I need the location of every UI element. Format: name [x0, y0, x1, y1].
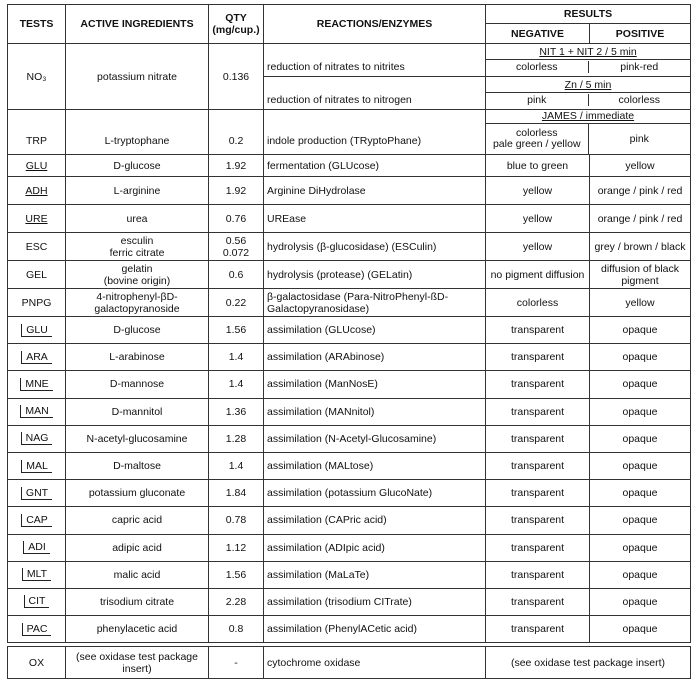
table-row-ox [8, 647, 691, 679]
negative-esc: yellow [486, 233, 590, 261]
qty-esc-b: 0.072 [222, 246, 250, 259]
positive-result: opaque [590, 452, 691, 479]
reaction: assimilation (GLUcose) [264, 317, 486, 344]
negative-result: transparent [486, 452, 590, 479]
ingredient-gel [66, 261, 209, 289]
reaction-trp: indole production (TRyptoPhane) [264, 110, 486, 155]
negative-result: transparent [486, 480, 590, 507]
test-code-pnpg: PNPG [8, 289, 66, 317]
reaction-ox: cytochrome oxidase [264, 647, 486, 679]
ingredient: malic acid [66, 561, 209, 588]
ingredient-gel-a: gelatin [121, 262, 153, 275]
ingredient: L-arabinose [66, 344, 209, 371]
ingredient-trp: L-tryptophane [66, 110, 209, 155]
positive-esc: grey / brown / black [590, 233, 691, 261]
qty: 1.4 [209, 371, 264, 398]
reagent-nit: NIT 1 + NIT 2 / 5 min [486, 46, 690, 60]
test-code-mal: MAL [21, 460, 52, 473]
table-row [8, 205, 691, 233]
ingredient: phenylacetic acid [66, 616, 209, 643]
ingredient: D-glucose [66, 155, 209, 177]
positive-result: opaque [590, 344, 691, 371]
reaction: Arginine DiHydrolase [264, 177, 486, 205]
positive-pnpg: yellow [590, 289, 691, 317]
qty: 1.84 [209, 480, 264, 507]
test-code-adh: ADH [25, 184, 48, 197]
positive-result: opaque [590, 398, 691, 425]
positive-result: opaque [590, 371, 691, 398]
table-row-trp [8, 110, 691, 155]
positive-result: yellow [590, 155, 691, 177]
qty: 1.56 [209, 317, 264, 344]
positive-result: opaque [590, 534, 691, 561]
qty-no3: 0.136 [209, 44, 264, 110]
test-code-glu: GLU [25, 159, 48, 172]
reaction-no3-nitrites: reduction of nitrates to nitrites [264, 44, 486, 77]
test-code-cit: CIT [24, 595, 50, 608]
negative-gel: no pigment diffusion [486, 261, 590, 289]
reagent-table-container [7, 4, 690, 687]
ingredient-esc-b: ferric citrate [109, 246, 165, 259]
test-code-ure: URE [25, 212, 48, 225]
reaction-no3-nitrogen: reduction of nitrates to nitrogen [264, 77, 486, 110]
negative-result: transparent [486, 317, 590, 344]
test-code-man: MAN [20, 405, 52, 418]
test-code-nag: NAG [21, 432, 53, 445]
reaction: fermentation (GLUcose) [264, 155, 486, 177]
reaction: assimilation (MALtose) [264, 452, 486, 479]
header-qty-label: QTY [225, 12, 247, 24]
reaction: assimilation (ManNosE) [264, 371, 486, 398]
table-row [8, 317, 691, 344]
reaction: assimilation (ADIpic acid) [264, 534, 486, 561]
test-code-no3: NO₃ [8, 44, 66, 110]
test-code-esc: ESC [8, 233, 66, 261]
qty: 1.36 [209, 398, 264, 425]
table-row [8, 534, 691, 561]
qty-gel: 0.6 [209, 261, 264, 289]
qty-trp: 0.2 [209, 110, 264, 155]
reaction: assimilation (trisodium CITrate) [264, 588, 486, 615]
positive-no3-nitrites: pink-red [588, 61, 691, 73]
header-results: RESULTS [486, 5, 691, 24]
header-reactions: REACTIONS/ENZYMES [264, 5, 486, 44]
table-row [8, 480, 691, 507]
test-code-cap: CAP [21, 514, 52, 527]
reaction: assimilation (PhenylACetic acid) [264, 616, 486, 643]
negative-result: transparent [486, 561, 590, 588]
table-row [8, 371, 691, 398]
ingredient: D-mannose [66, 371, 209, 398]
test-code-adi: ADI [23, 541, 50, 554]
reaction-pnpg: β-galactosidase (Para-NitroPhenyl-ßD-Galactopyranosidase) [264, 289, 486, 317]
ingredient: L-arginine [66, 177, 209, 205]
reaction: assimilation (MaLaTe) [264, 561, 486, 588]
qty: 2.28 [209, 588, 264, 615]
positive-gel: diffusion of black pigment [590, 261, 691, 289]
test-code-glu: GLU [21, 324, 52, 337]
table-row-pnpg [8, 289, 691, 317]
positive-result: orange / pink / red [590, 177, 691, 205]
table-row [8, 561, 691, 588]
ingredient-esc-a: esculin [120, 234, 154, 247]
table-row [8, 588, 691, 615]
table-row-gel [8, 261, 691, 289]
ingredient: N-acetyl-glucosamine [66, 425, 209, 452]
positive-result: orange / pink / red [590, 205, 691, 233]
reagent-zn: Zn / 5 min [486, 79, 690, 93]
negative-trp-a: colorless [516, 127, 558, 139]
ingredient-esc [66, 233, 209, 261]
table-row [8, 425, 691, 452]
header-active-ingredients: ACTIVE INGREDIENTS [66, 5, 209, 44]
negative-result: blue to green [486, 155, 590, 177]
positive-result: opaque [590, 616, 691, 643]
table-row [8, 616, 691, 643]
test-code-trp: TRP [8, 110, 66, 155]
negative-pnpg: colorless [486, 289, 590, 317]
negative-result: yellow [486, 205, 590, 233]
reaction: UREase [264, 205, 486, 233]
header-negative: NEGATIVE [486, 24, 590, 44]
qty: 1.4 [209, 452, 264, 479]
qty: 0.78 [209, 507, 264, 534]
qty: 1.4 [209, 344, 264, 371]
negative-result: transparent [486, 371, 590, 398]
results-no3-nitrogen [486, 77, 691, 110]
ingredient: trisodium citrate [66, 588, 209, 615]
header-positive: POSITIVE [590, 24, 691, 44]
positive-result: opaque [590, 425, 691, 452]
test-code-gel: GEL [8, 261, 66, 289]
test-code-pac: PAC [22, 623, 52, 636]
ingredient: adipic acid [66, 534, 209, 561]
test-code-ara: ARA [21, 351, 52, 364]
negative-result: transparent [486, 398, 590, 425]
negative-no3-nitrites: colorless [516, 61, 558, 73]
negative-result: transparent [486, 616, 590, 643]
ingredient-ox: (see oxidase test package insert) [66, 647, 209, 679]
ingredient: urea [66, 205, 209, 233]
table-row-no3 [8, 44, 691, 77]
qty-ox: - [209, 647, 264, 679]
ingredient: potassium gluconate [66, 480, 209, 507]
qty: 0.76 [209, 205, 264, 233]
negative-result: transparent [486, 534, 590, 561]
reaction: assimilation (ARAbinose) [264, 344, 486, 371]
positive-result: opaque [590, 507, 691, 534]
qty-pnpg: 0.22 [209, 289, 264, 317]
reaction: assimilation (N-Acetyl-Glucosamine) [264, 425, 486, 452]
header-qty-unit: (mg/cup.) [212, 24, 260, 36]
positive-result: opaque [590, 588, 691, 615]
negative-result: transparent [486, 588, 590, 615]
table-row [8, 155, 691, 177]
reaction-gel: hydrolysis (protease) (GELatin) [264, 261, 486, 289]
results-trp [486, 110, 691, 155]
qty-esc [209, 233, 264, 261]
ingredient-gel-b: (bovine origin) [103, 274, 171, 287]
test-code-mne: MNE [20, 378, 52, 391]
results-no3-nitrites [486, 44, 691, 77]
positive-result: opaque [590, 480, 691, 507]
negative-trp-b: pale green / yellow [492, 138, 581, 150]
table-row [8, 452, 691, 479]
ingredient: D-mannitol [66, 398, 209, 425]
ingredient: capric acid [66, 507, 209, 534]
positive-no3-nitrogen: colorless [588, 94, 691, 106]
negative-no3-nitrogen: pink [527, 94, 547, 106]
table-row [8, 177, 691, 205]
table-row [8, 344, 691, 371]
reagent-table [7, 4, 691, 679]
reaction: assimilation (potassium GlucoNate) [264, 480, 486, 507]
table-row [8, 507, 691, 534]
qty-esc-a: 0.56 [225, 234, 247, 247]
negative-result: transparent [486, 344, 590, 371]
positive-result: opaque [590, 561, 691, 588]
ingredient-pnpg: 4-nitrophenyl-βD-galactopyranoside [66, 289, 209, 317]
header-qty [209, 5, 264, 44]
reaction-esc: hydrolysis (β-glucosidase) (ESCulin) [264, 233, 486, 261]
negative-result: yellow [486, 177, 590, 205]
qty: 0.8 [209, 616, 264, 643]
ingredient: D-glucose [66, 317, 209, 344]
positive-trp: pink [588, 124, 691, 154]
qty: 1.92 [209, 177, 264, 205]
result-ox: (see oxidase test package insert) [486, 647, 691, 679]
reaction: assimilation (MANnitol) [264, 398, 486, 425]
qty: 1.92 [209, 155, 264, 177]
negative-result: transparent [486, 507, 590, 534]
table-row [8, 398, 691, 425]
ingredient: D-maltose [66, 452, 209, 479]
reagent-james: JAMES / immediate [486, 110, 690, 124]
reaction: assimilation (CAPric acid) [264, 507, 486, 534]
positive-result: opaque [590, 317, 691, 344]
qty: 1.56 [209, 561, 264, 588]
negative-result: transparent [486, 425, 590, 452]
ingredient-no3: potassium nitrate [66, 44, 209, 110]
qty: 1.12 [209, 534, 264, 561]
table-row-esc [8, 233, 691, 261]
test-code-gnt: GNT [21, 487, 52, 500]
header-tests: TESTS [8, 5, 66, 44]
test-code-ox: OX [8, 647, 66, 679]
qty: 1.28 [209, 425, 264, 452]
assimilation-section [8, 317, 691, 643]
test-code-mlt: MLT [22, 568, 51, 581]
